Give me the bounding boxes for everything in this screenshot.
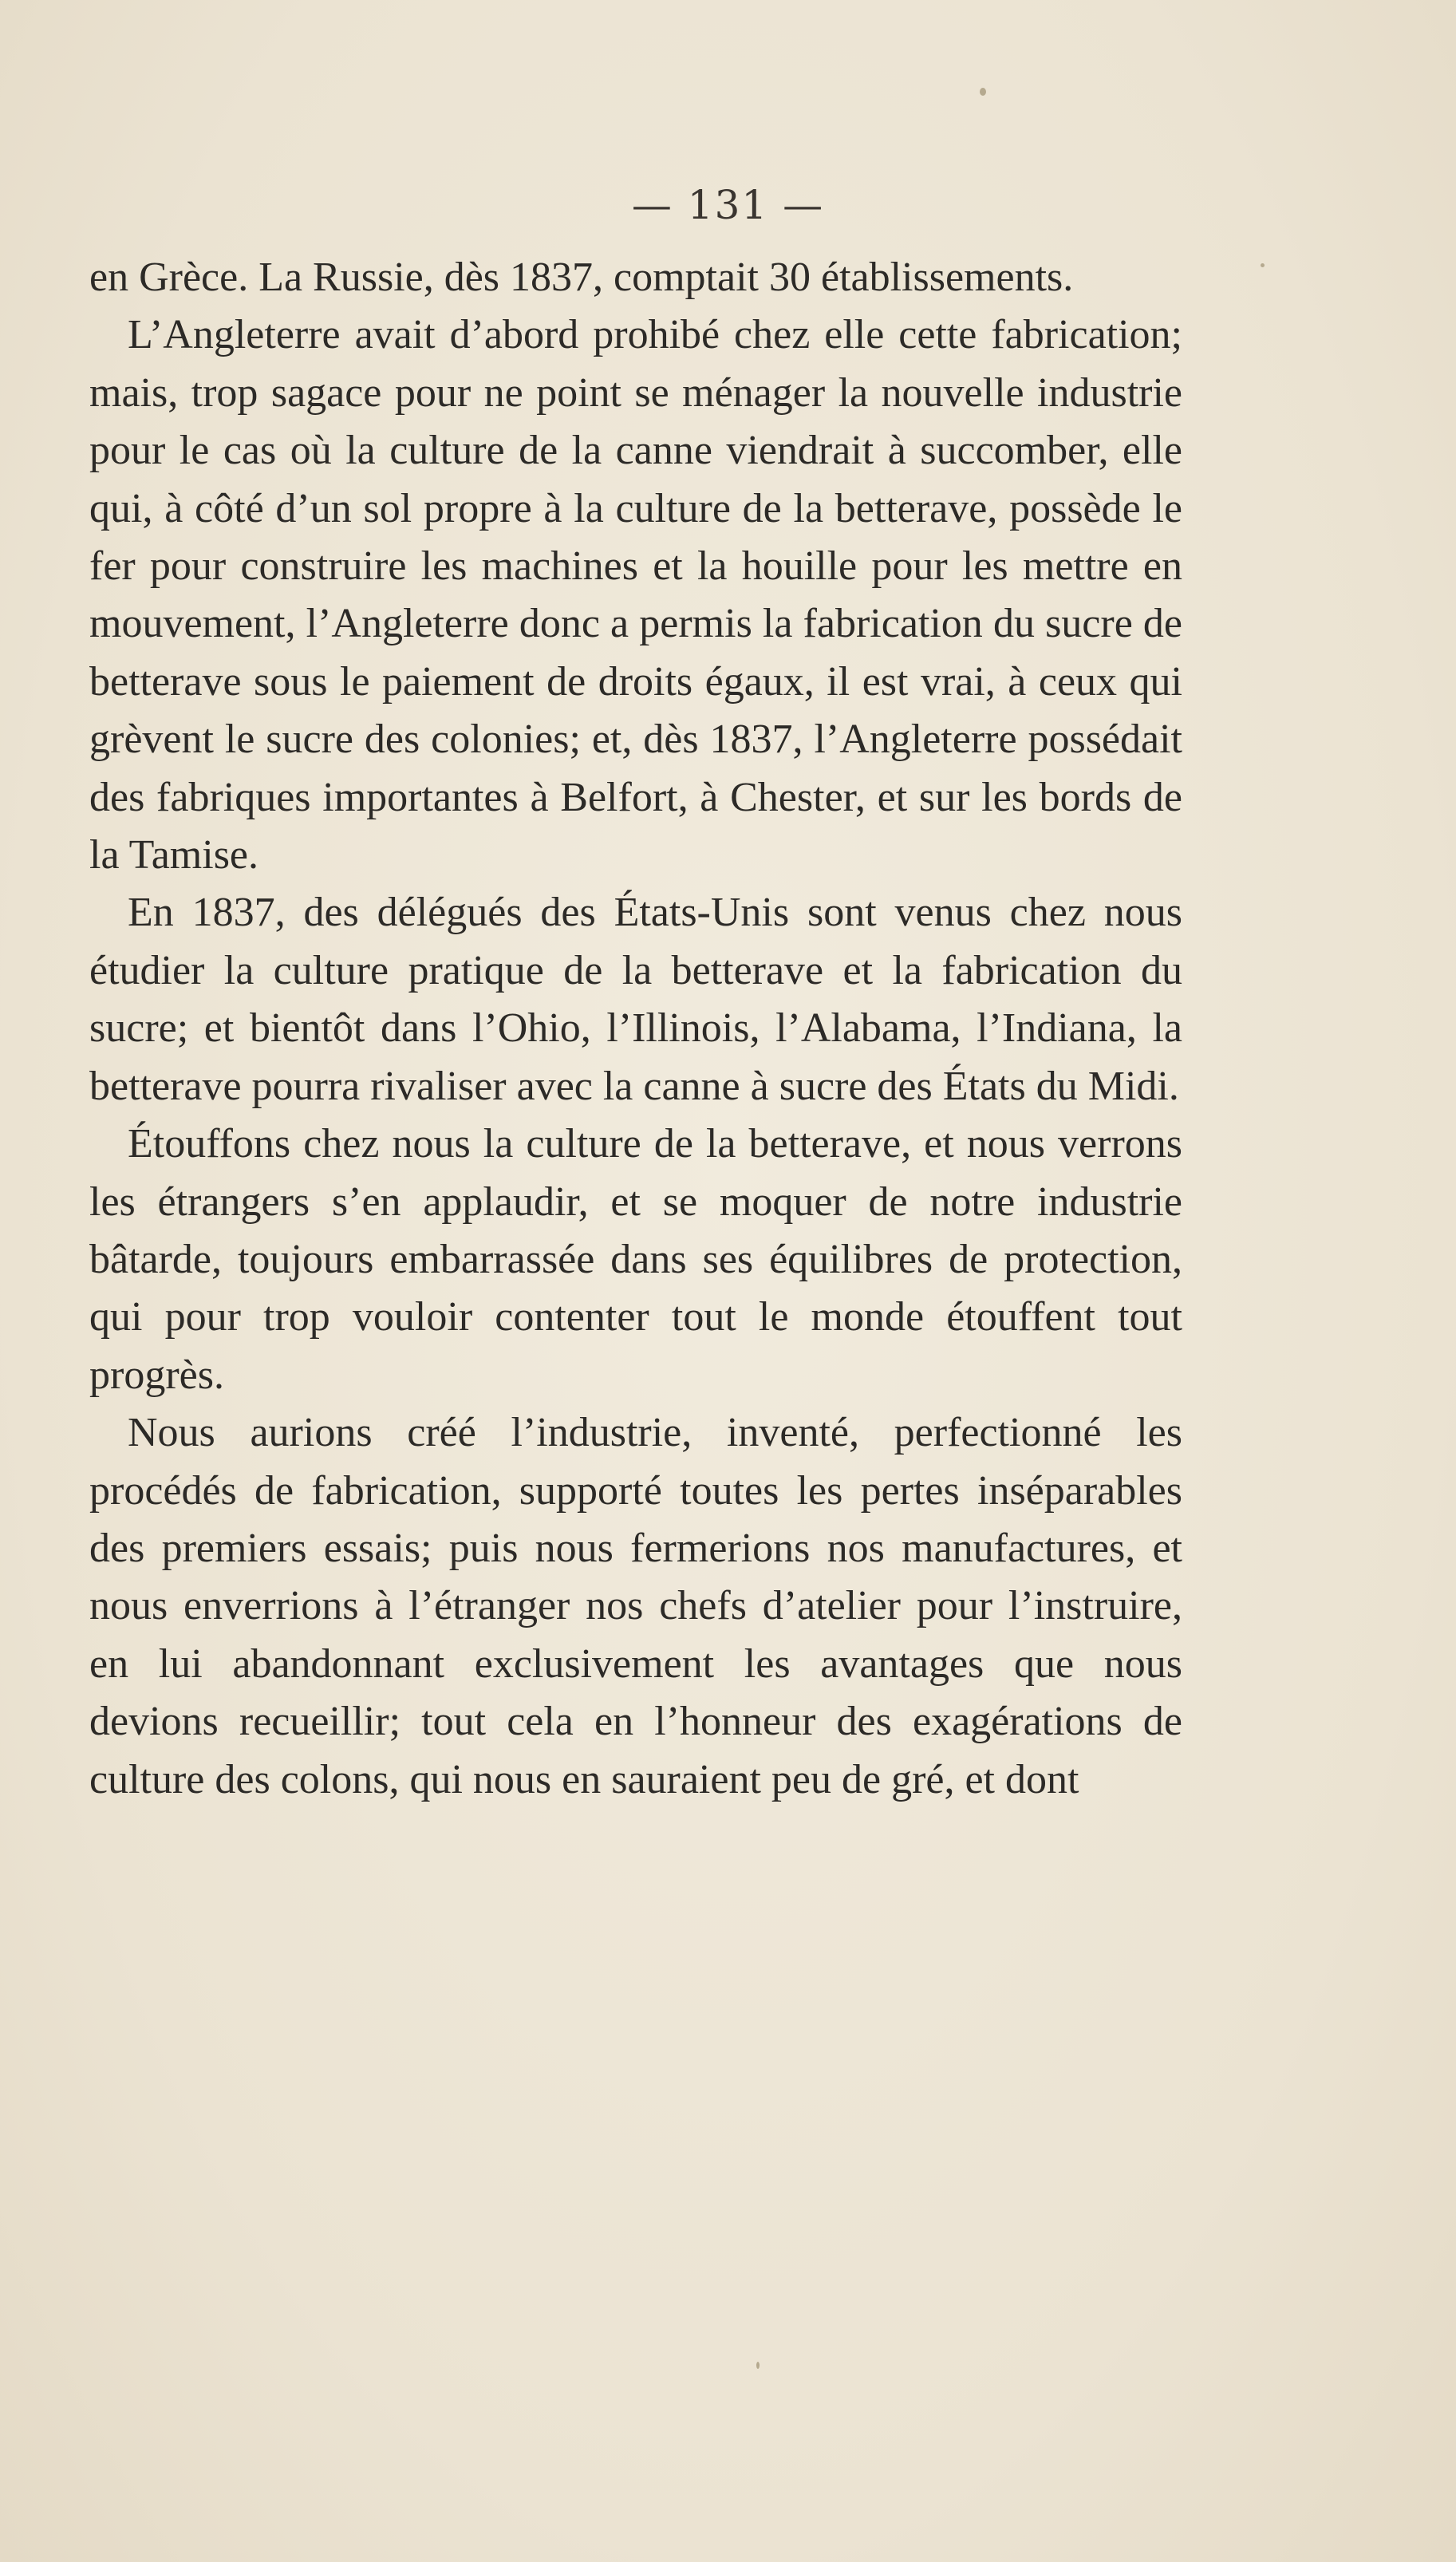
paragraph-3: En 1837, des délégués des États-Unis sont venus chez nous étudier la culture pratique de la betterave et la fabrication du sucre; et bientôt dans l’Ohio, l’Illinois, l’Alabama, l’Indiana, la betterave pourra rivaliser avec la canne à sucre des États du Midi. bbox=[89, 890, 1182, 1109]
paper-speck bbox=[1261, 263, 1265, 267]
paper-speck bbox=[756, 2362, 760, 2369]
paragraph-5: Nous aurions créé l’industrie, inventé, perfectionné les procédés de fabrication, supporté toutes les pertes inséparables des premiers essais; puis nous fermerions nos manufactures, et nous enverrions à l’étranger nos chefs d’atelier pour l’instruire, en lui abandonnant exclusivement les avantages que nous devions recueillir; tout cela en l’honneur des exagérations de culture des colons, qui nous en sauraient peu de gré, et dont bbox=[89, 1410, 1182, 1802]
paper-speck bbox=[980, 88, 986, 96]
page-number: — 131 — bbox=[631, 182, 825, 228]
paragraph-1: en Grèce. La Russie, dès 1837, comptait 30 établissements. bbox=[89, 255, 1074, 300]
body-text bbox=[89, 249, 1182, 1809]
paragraph-2: L’Angleterre avait d’abord prohibé chez elle cette fabrication; mais, trop sagace pour ne point se ménager la nouvelle industrie pour le cas où la culture de la canne viendrait à succomber, elle qui, à côté d’un sol propre à la culture de la betterave, possède le fer pour construire les machines et la houille pour les mettre en mouvement, l’Angleterre donc a permis la fabrication du sucre de betterave sous le paiement de droits égaux, il est vrai, à ceux qui grèvent le sucre des colonies; et, dès 1837, l’Angleterre possédait des fabriques importantes à Belfort, à Chester, et sur les bords de la Tamise. bbox=[89, 312, 1182, 878]
paragraph-4: Étouffons chez nous la culture de la betterave, et nous verrons les étrangers s’en applaudir, et se moquer de notre industrie bâtarde, toujours embarrassée dans ses équilibres de protection, qui pour trop vouloir contenter tout le monde étouffent tout progrès. bbox=[89, 1121, 1182, 1398]
